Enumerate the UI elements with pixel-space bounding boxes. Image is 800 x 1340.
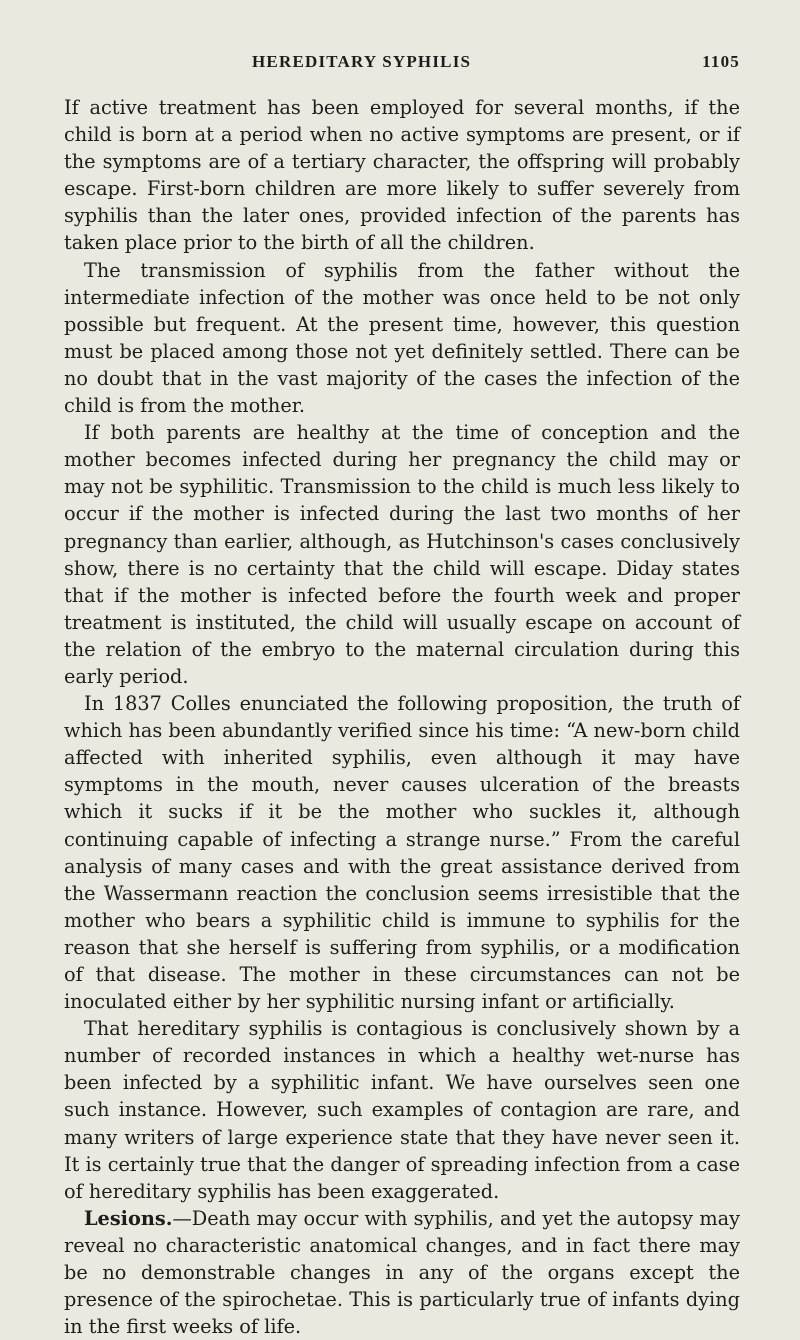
paragraph-maternal-infection: If both parents are healthy at the time of conception and the mother becomes infected during her pregnancy the child may or may not be syphilitic. Transmission to the child is much less likely to occur if the mother is infected during the last two months of her pregnancy than earlier, although, as Hutchinson's cases conclusively show, there is no certainty that the child will escape. Diday states that if the mother is infected before the fourth week and proper treatment is instituted, the child will usually escape on account of the relation of the embryo to the maternal circulation during this early period.	[64, 421, 740, 688]
book-page	[64, 50, 740, 1340]
page-number: 1105	[702, 52, 740, 71]
lesions-text: —Death may occur with syphilis, and yet the autopsy may reveal no characteristic anatomical changes, and in fact there may be no demonstrable changes in any of the organs except the presence of the spirochetae. This is particularly true of infants dying in the first weeks of life.	[64, 1206, 740, 1339]
running-title: HEREDITARY SYPHILIS	[252, 52, 472, 71]
paragraph-colles-law: In 1837 Colles enunciated the following proposition, the truth of which has been abundantly verified since his time: “A new-born child affected with inherited syphilis, even although it may have symptoms in the mouth, never causes ulceration of the breasts which it sucks if it be the mother who suckles it, although continuing capable of infecting a strange nurse.” From the careful analysis of many cases and with the great assistance derived from the Wassermann reaction the conclusion seems irresistible that the mother who bears a syphilitic child is immune to syphilis for the reason that she herself is suffering from syphilis, or a modification of that disease. The mother in these circumstances can not be inoculated either by her syphilitic nursing infant or artificially.	[64, 692, 740, 1014]
paragraph-paternal-transmission: The transmission of syphilis from the father without the intermediate infection of the mother was once held to be not only possible but frequent. At the present time, however, this question must be placed among those not yet definitely settled. There can be no doubt that in the vast majority of the cases the infection of the child is from the mother.	[64, 258, 740, 418]
paragraph-treatment: If active treatment has been employed for several months, if the child is born at a period when no active symptoms are present, or if the symptoms are of a tertiary character, the offspring will probably escape. First-born children are more likely to suffer severely from syphilis than the later ones, provided infection of the parents has taken place prior to the birth of all the children.	[64, 96, 740, 255]
running-head	[64, 50, 740, 78]
paragraph-contagion: That hereditary syphilis is contagious is conclusively shown by a number of recorded instances in which a healthy wet-nurse has been infected by a syphilitic infant. We have ourselves seen one such instance. However, such examples of contagion are rare, and many writers of large experience state that they have never seen it. It is certainly true that the danger of spreading infection from a case of hereditary syphilis has been exaggerated.	[64, 1017, 740, 1203]
body-text	[64, 94, 740, 1340]
lesions-heading: Lesions.	[84, 1206, 173, 1230]
paragraph-lesions	[64, 1205, 740, 1340]
